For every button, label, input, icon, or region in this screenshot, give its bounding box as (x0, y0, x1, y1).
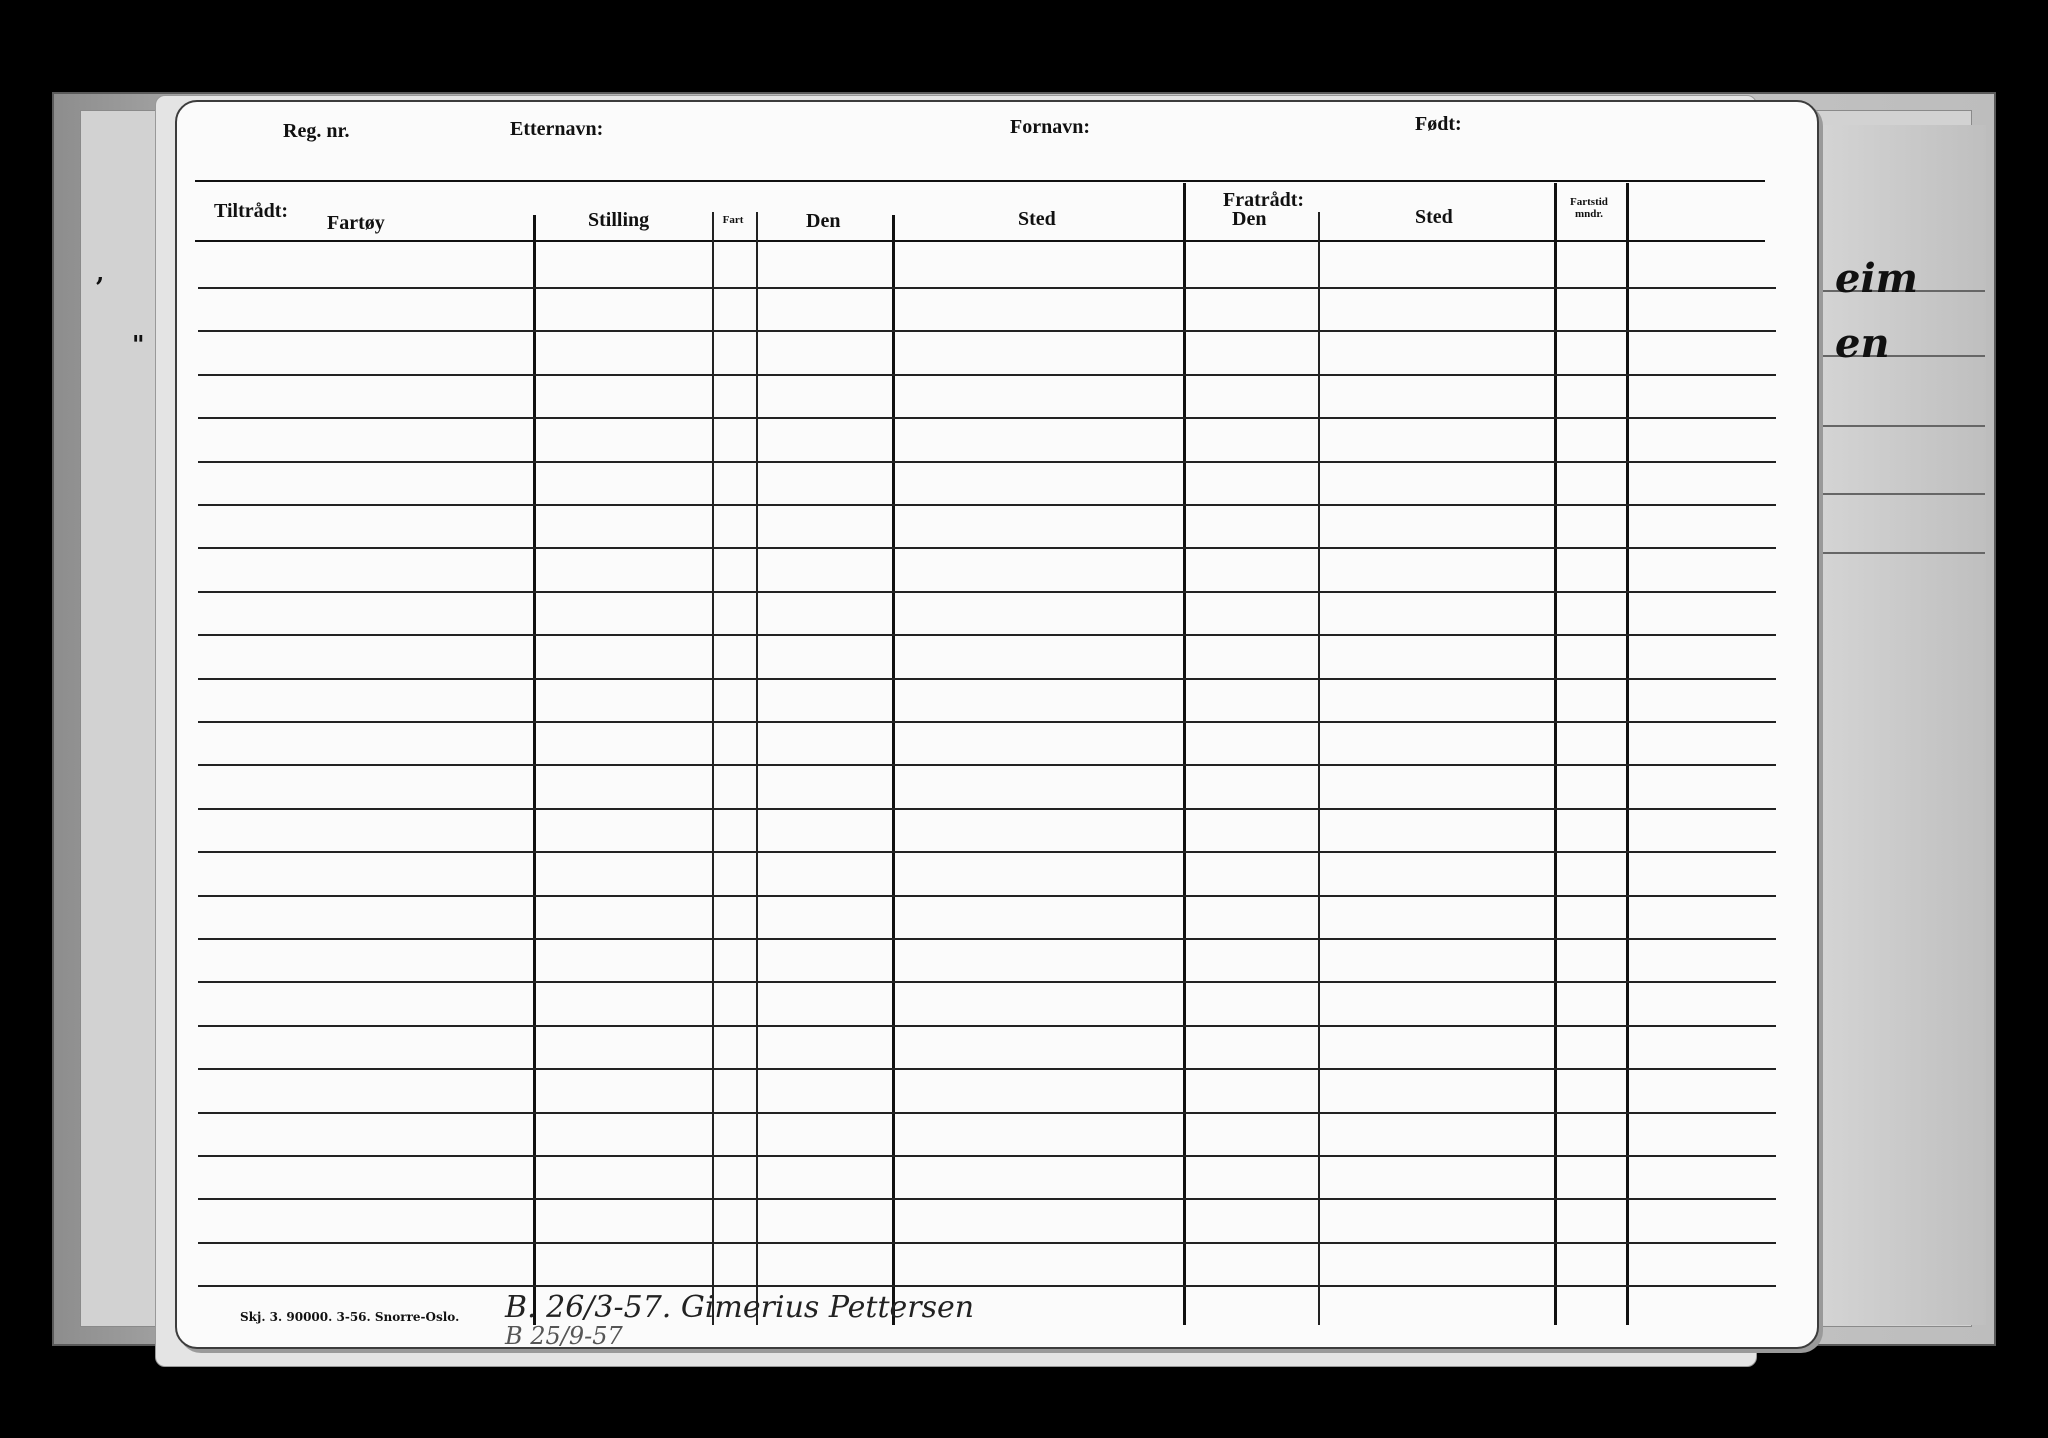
column-divider (533, 215, 536, 1325)
reg-nr-label: Reg. nr. (283, 120, 350, 142)
column-divider (1183, 183, 1186, 1325)
ruled-line (198, 461, 1776, 463)
etternavn-label: Etternavn: (510, 118, 604, 140)
ruled-line (198, 287, 1776, 289)
ruled-line (198, 1285, 1776, 1287)
ruled-line (198, 374, 1776, 376)
fornavn-label: Fornavn: (1010, 116, 1090, 138)
fratradt-label: Fratrådt: (1223, 189, 1305, 211)
stilling-header: Stilling (588, 209, 650, 231)
ruled-line (198, 938, 1776, 940)
ruled-line (198, 895, 1776, 897)
underlying-mark: , (96, 258, 105, 287)
underlying-sheet (1790, 125, 1986, 1325)
tiltradt-label: Tiltrådt: (214, 200, 289, 222)
ruled-line (198, 547, 1776, 549)
ruled-line (198, 504, 1776, 506)
ruled-line (198, 981, 1776, 983)
fratradt-sted-header: Sted (1415, 206, 1453, 228)
ruled-line (198, 764, 1776, 766)
column-divider (756, 212, 758, 1325)
column-divider (1554, 183, 1557, 1325)
ruled-line (198, 721, 1776, 723)
column-divider (1318, 212, 1320, 1325)
printer-mark: Skj. 3. 90000. 3-56. Snorre-Oslo. (240, 1310, 460, 1324)
underlying-sheet-rule (1810, 552, 1985, 554)
tiltradt-sted-header: Sted (1018, 208, 1056, 230)
column-divider (1626, 183, 1629, 1325)
underlying-sheet-rule (1810, 493, 1985, 495)
column-header-rule (195, 240, 1765, 242)
header-rule (195, 180, 1765, 182)
fartstid-header: Fartstid mndr. (1570, 196, 1608, 220)
ruled-line (198, 808, 1776, 810)
fartoy-header: Fartøy (327, 212, 385, 234)
underlying-mark: " (132, 330, 145, 359)
underlying-sheet-rule (1810, 425, 1985, 427)
ruled-line (198, 634, 1776, 636)
ruled-line (198, 678, 1776, 680)
handwritten-entry: B. 26/3-57. Gimerius Pettersen (505, 1290, 975, 1325)
ruled-line (198, 1112, 1776, 1114)
column-divider (892, 215, 895, 1325)
ruled-line (198, 417, 1776, 419)
ruled-line (198, 591, 1776, 593)
tiltradt-den-header: Den (806, 210, 841, 232)
underlying-handwriting: en (1835, 320, 1890, 367)
ruled-line (198, 1025, 1776, 1027)
ruled-line (198, 1155, 1776, 1157)
ruled-line (198, 1242, 1776, 1244)
underlying-handwriting: eim (1835, 255, 1918, 302)
ruled-line (198, 1068, 1776, 1070)
fodt-label: Født: (1415, 113, 1462, 135)
ruled-line (198, 851, 1776, 853)
column-divider (712, 212, 714, 1325)
ruled-line (198, 1198, 1776, 1200)
fratradt-den-header: Den (1232, 208, 1267, 230)
ruled-line (198, 330, 1776, 332)
handwritten-entry: B 25/9-57 (505, 1322, 623, 1350)
fart-header: Fart (722, 214, 744, 226)
